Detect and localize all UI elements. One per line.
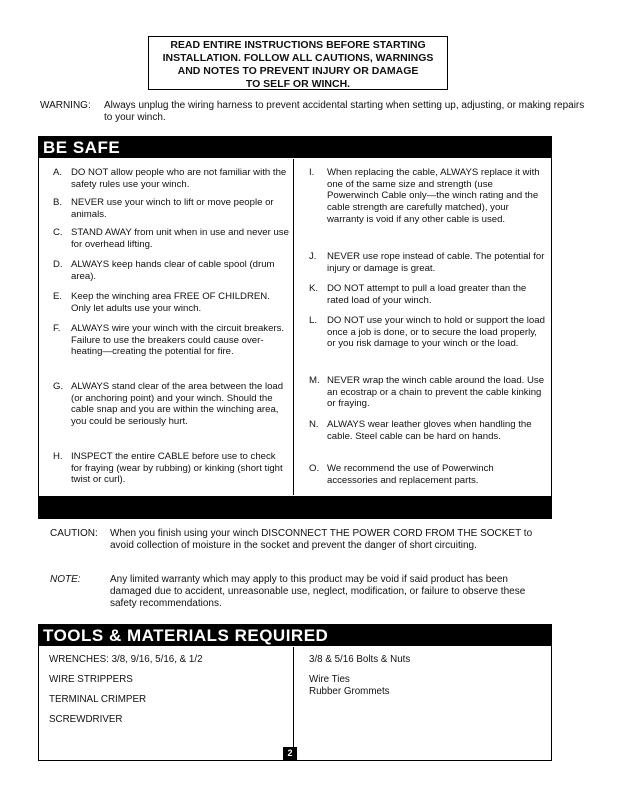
rule-text: ALWAYS stand clear of the area between the load (or anchoring point) and your winch. Should the cable snap and you are within the winching area, you could be seriously hurt. [71, 381, 284, 428]
notice-line: INSTALLATION. FOLLOW ALL CAUTIONS, WARNINGS [162, 52, 434, 64]
rule-text: ALWAYS wire your winch with the circuit breakers. Failure to use the breakers could cause over-heating—creating the potential for fire. [71, 323, 285, 358]
tool-item: TERMINAL CRIMPER [49, 694, 147, 705]
tools-title: TOOLS & MATERIALS REQUIRED [39, 625, 551, 646]
warning-label: WARNING: [40, 100, 91, 111]
instructions-notice-box [148, 36, 448, 90]
caution-text: When you finish using your winch DISCONNECT THE POWER CORD FROM THE SOCKET to avoid collection of moisture in the socket and prevent the danger of short circuiting. [110, 528, 533, 552]
tool-item: WIRE STRIPPERS [49, 674, 133, 685]
be-safe-panel [38, 136, 552, 497]
rule-letter: F. [53, 323, 61, 334]
rule-letter: E. [53, 291, 63, 302]
rule-letter: J. [309, 251, 317, 262]
rule-text: DO NOT attempt to pull a load greater than the rated load of your winch. [327, 283, 527, 306]
rule-text: DO NOT use your winch to hold or support the load once a job is done, or to secure the load properly, or you risk damage to your winch or the load. [327, 315, 545, 350]
column-divider [293, 647, 294, 760]
tools-materials-panel [38, 624, 552, 761]
warning-text: Always unplug the wiring harness to prevent accidental starting when setting up, adjusting, or making repairs to your winch. [104, 100, 585, 123]
rule-letter: L. [309, 315, 318, 326]
material-item: Wire Ties [309, 674, 350, 685]
rule-letter: C. [53, 227, 63, 238]
page-number: 2 [283, 747, 297, 760]
rule-text: NEVER wrap the winch cable around the load. Use an ecostrap or a chain to prevent the cable kinking or fraying. [327, 375, 545, 410]
rule-letter: K. [309, 283, 319, 294]
rule-text: When replacing the cable, ALWAYS replace it with one of the same size and strength (use Powerwinch Cable only—the winch rating and the cable strength are carefully matched), your warranty is void if any other cable is used. [327, 167, 540, 225]
rule-text: ALWAYS keep hands clear of cable spool (drum area). [71, 259, 275, 282]
rule-letter: A. [53, 167, 63, 178]
note-label: NOTE: [50, 574, 81, 585]
be-safe-title: BE SAFE [39, 137, 551, 158]
rule-letter: H. [53, 451, 63, 462]
rule-text: We recommend the use of Powerwinch accessories and replacement parts. [327, 463, 494, 486]
rule-text: NEVER use your winch to lift or move people or animals. [71, 197, 274, 220]
tool-item: WRENCHES: 3/8, 9/16, 5/16, & 1/2 [49, 654, 203, 665]
rule-text: DO NOT allow people who are not familiar with the safety rules use your winch. [71, 167, 287, 190]
column-divider [293, 159, 294, 495]
rule-letter: G. [53, 381, 64, 392]
material-item: Rubber Grommets [309, 686, 390, 697]
notice-line: AND NOTES TO PREVENT INJURY OR DAMAGE [177, 65, 419, 77]
rule-text: STAND AWAY from unit when in use and never use for overhead lifting. [71, 227, 289, 250]
rule-text: NEVER use rope instead of cable. The potential for injury or damage is great. [327, 251, 545, 274]
rule-letter: N. [309, 419, 319, 430]
section-divider-bar [38, 497, 552, 519]
rule-text: ALWAYS wear leather gloves when handling the cable. Steel cable can be hard on hands. [327, 419, 532, 442]
notice-line: TO SELF OR WINCH. [245, 78, 351, 90]
rule-letter: M. [309, 375, 320, 386]
rule-letter: I. [309, 167, 315, 178]
rule-text: INSPECT the entire CABLE before use to check for fraying (wear by rubbing) or kinking (short tight twist or curl). [71, 451, 283, 486]
rule-letter: D. [53, 259, 63, 270]
material-item: 3/8 & 5/16 Bolts & Nuts [309, 654, 411, 665]
caution-label: CAUTION: [50, 528, 98, 539]
rule-letter: B. [53, 197, 63, 208]
rule-letter: O. [309, 463, 320, 474]
tool-item: SCREWDRIVER [49, 714, 123, 725]
notice-line: READ ENTIRE INSTRUCTIONS BEFORE STARTING [170, 39, 426, 51]
note-text: Any limited warranty which may apply to this product may be void if said product has been damaged due to accident, unreasonable use, neglect, modification, or failure to observe these safety recommendations. [110, 574, 526, 610]
rule-text: Keep the winching area FREE OF CHILDREN. Only let adults use your winch. [71, 291, 270, 314]
